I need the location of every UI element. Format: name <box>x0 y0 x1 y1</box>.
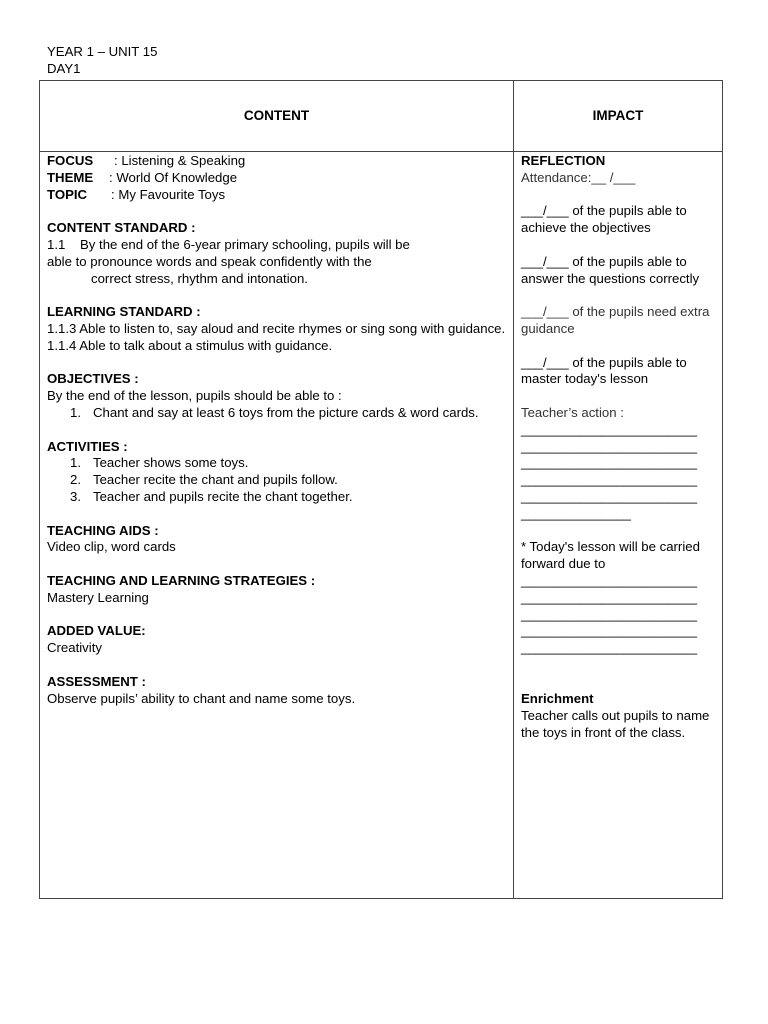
activity-item <box>47 472 509 489</box>
focus-label: FOCUS <box>47 153 94 168</box>
content-cell <box>47 153 509 707</box>
reflection-guidance: ___/___ of the pupils need extra guidance <box>521 304 710 336</box>
topic-row <box>47 187 509 204</box>
content-standard-heading: CONTENT STANDARD : <box>47 220 196 236</box>
activities-heading: ACTIVITIES : <box>47 438 128 454</box>
objective-number: 1. <box>70 404 81 420</box>
teacher-action-line: ________________________ <box>521 421 698 437</box>
added-value-heading: ADDED VALUE: <box>47 623 146 639</box>
carried-forward-line: ________________________ <box>521 640 698 656</box>
reflection-master: ___/___ of the pupils able to master today's lesson <box>521 354 687 387</box>
topic-label: TOPIC <box>47 186 88 202</box>
impact-column-header: IMPACT <box>592 108 644 123</box>
document-header <box>47 43 157 77</box>
activity-item <box>47 455 509 472</box>
carried-forward-line: ________________________ <box>521 572 698 588</box>
year-unit-label: YEAR 1 – UNIT 15 <box>47 44 158 59</box>
teacher-action-line: ________________________ <box>521 488 698 504</box>
objective-text: Chant and say at least 6 toys from the picture cards & word cards. <box>93 404 479 420</box>
header-row-divider <box>40 151 722 152</box>
learning-standard-heading: LEARNING STANDARD : <box>47 304 201 320</box>
theme-value: : World Of Knowledge <box>109 169 238 185</box>
teacher-action-line: ________________________ <box>521 438 698 454</box>
theme-row <box>47 170 509 187</box>
activity-number: 3. <box>70 488 81 504</box>
assessment-heading: ASSESSMENT : <box>47 673 146 689</box>
learning-standard-1: 1.1.3 Able to listen to, say aloud and recite rhymes or sing song with guidance. <box>47 320 506 336</box>
teacher-action-label: Teacher’s action : <box>521 404 624 420</box>
content-standard-line-3: correct stress, rhythm and intonation. <box>91 270 308 286</box>
objectives-heading: OBJECTIVES : <box>47 371 139 387</box>
activity-number: 2. <box>70 472 81 488</box>
strategies-value: Mastery Learning <box>47 589 149 605</box>
focus-row <box>47 153 509 170</box>
column-divider <box>513 81 514 898</box>
teacher-action-line: ________________________ <box>521 455 698 471</box>
activities-list <box>47 455 509 505</box>
reflection-questions: ___/___ of the pupils able to answer the questions correctly <box>521 253 700 286</box>
teaching-aids-heading: TEACHING AIDS : <box>47 522 159 538</box>
enrichment-heading: Enrichment <box>521 690 594 706</box>
activity-text: Teacher shows some toys. <box>93 455 249 471</box>
content-column-header: CONTENT <box>243 108 310 123</box>
assessment-value: Observe pupils’ ability to chant and name some toys. <box>47 690 356 706</box>
enrichment-text: Teacher calls out pupils to name the toys in front of the class. <box>521 707 710 740</box>
carried-forward-line: ________________________ <box>521 589 698 605</box>
theme-label: THEME <box>47 169 94 185</box>
objective-item <box>47 405 509 422</box>
activity-item <box>47 489 509 506</box>
content-standard-line-1: 1.1 By the end of the 6-year primary schooling, pupils will be <box>47 236 410 252</box>
content-standard-line-2: able to pronounce words and speak confidently with the <box>47 253 372 269</box>
added-value-value: Creativity <box>47 640 102 656</box>
day-label: DAY1 <box>47 61 81 76</box>
reflection-heading: REFLECTION <box>521 153 606 168</box>
attendance-line: Attendance:__ /___ <box>521 169 636 185</box>
teacher-action-line: ________________________ <box>521 472 698 488</box>
impact-cell <box>521 153 717 741</box>
strategies-heading: TEACHING AND LEARNING STRATEGIES : <box>47 572 316 588</box>
teacher-action-line: _______________ <box>521 505 632 521</box>
objectives-intro: By the end of the lesson, pupils should be able to : <box>47 388 342 404</box>
lesson-plan-table <box>39 80 723 899</box>
focus-value: : Listening & Speaking <box>114 153 246 168</box>
teaching-aids-value: Video clip, word cards <box>47 539 176 555</box>
topic-value: : My Favourite Toys <box>111 186 226 202</box>
reflection-objectives: ___/___ of the pupils able to achieve the objectives <box>521 203 687 236</box>
objectives-list <box>47 405 509 422</box>
activity-text: Teacher and pupils recite the chant together. <box>93 488 353 504</box>
learning-standard-2: 1.1.4 Able to talk about a stimulus with guidance. <box>47 337 333 353</box>
activity-text: Teacher recite the chant and pupils follow. <box>93 472 338 488</box>
carried-forward-line: ________________________ <box>521 623 698 639</box>
activity-number: 1. <box>70 455 81 471</box>
carried-forward-note: * Today's lesson will be carried forward due to <box>521 539 700 572</box>
carried-forward-line: ________________________ <box>521 606 698 622</box>
